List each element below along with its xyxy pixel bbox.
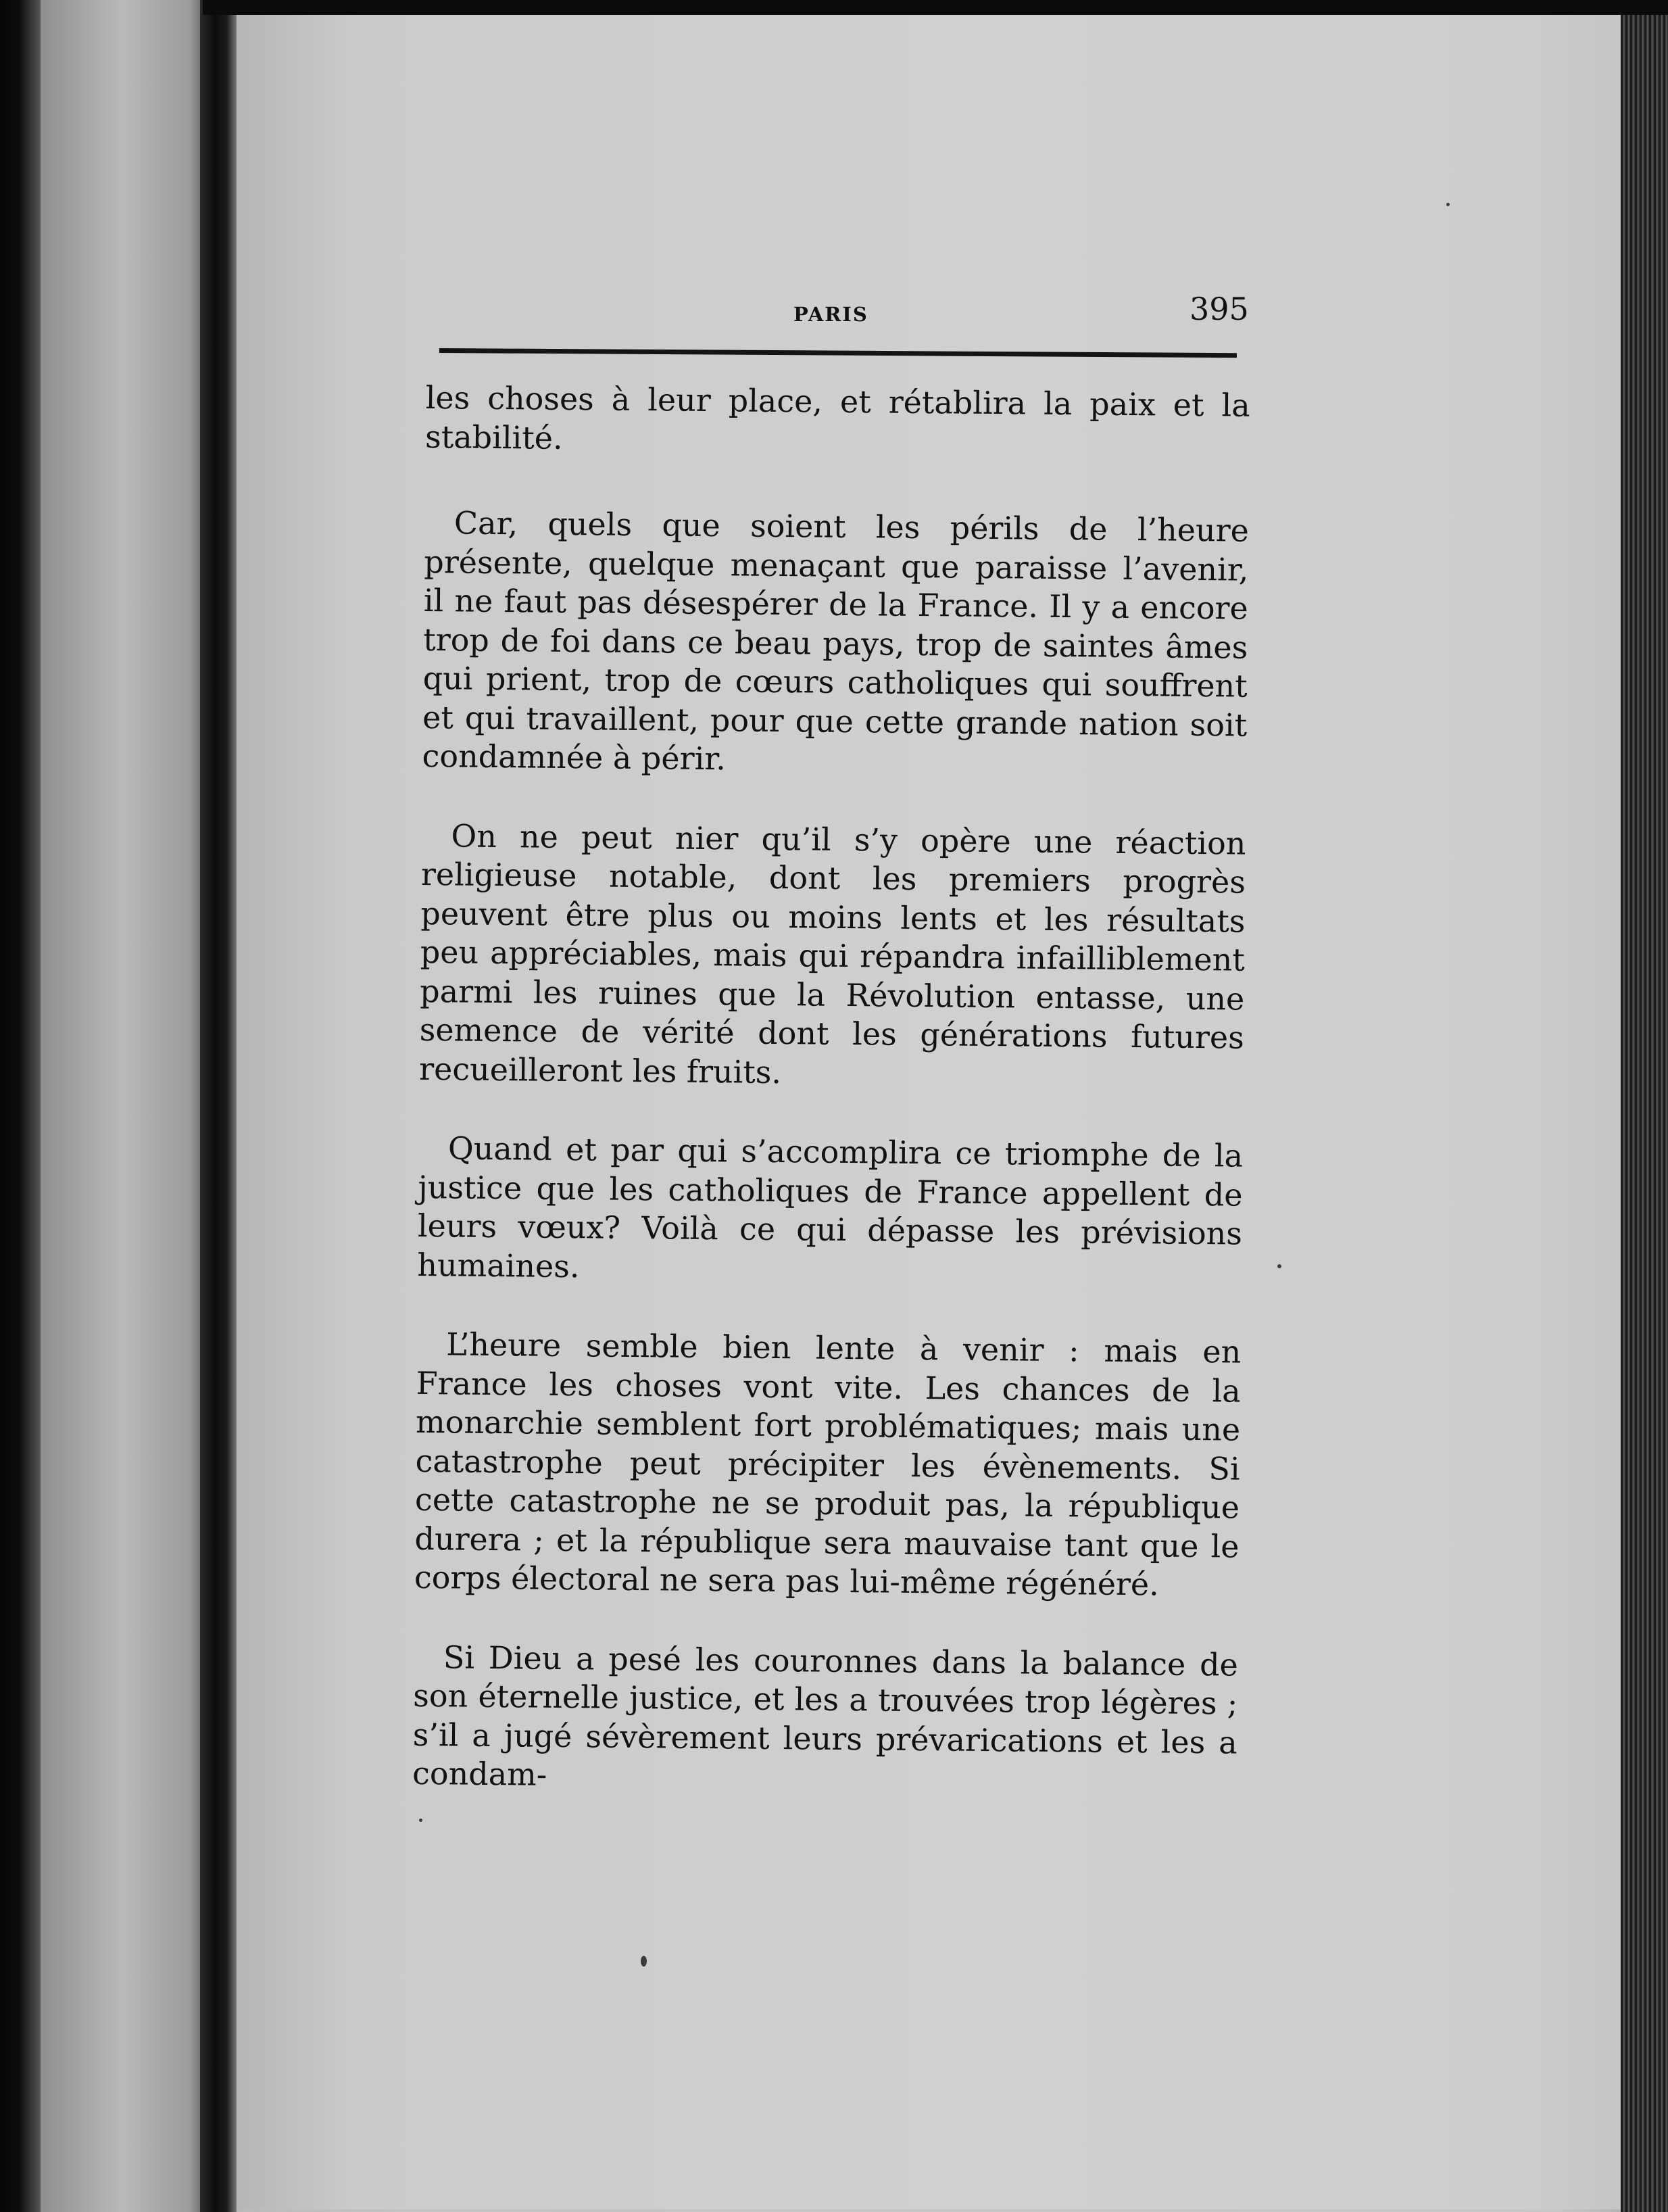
running-head (439, 289, 1250, 330)
book-gutter (200, 0, 237, 2212)
dust-speck (1446, 203, 1450, 206)
paragraph: Si Dieu a pesé les couronnes dans la balance de son éternelle justice, et les a trouvées trop légères ; s’il a jugé sévèrement leurs prévarications et les a condam- (412, 1638, 1239, 1793)
dust-speck (1277, 1264, 1281, 1268)
dust-speck (641, 1956, 647, 1967)
facing-page-edge (41, 0, 203, 2212)
paragraph: Car, quels que soient les périls de l’heure présente, quelque menaçant que paraisse l’avenir, il ne faut pas désespérer de la France. Il y a encore trop de foi dans ce beau pays, trop de saintes âmes qui prient, trop de cœurs catholiques qui souffrent et qui travaillent, pour que cette grande nation soit condamnée à périr. (422, 504, 1250, 777)
body-text (412, 379, 1250, 1842)
paragraph: Quand et par qui s’accomplira ce triomphe de la justice que les catholiques de France appellent de leurs vœux? Voilà ce qui dépasse les prévisions humaines. (417, 1130, 1244, 1284)
paragraph: les choses à leur place, et rétablira la paix et la stabilité. (424, 379, 1250, 456)
top-shadow (203, 0, 1668, 15)
paragraph: L’heure semble bien lente à venir : mais en France les choses vont vite. Les chances de la monarchie semblent fort problématiques; mais une catastrophe peut précipiter les évènements. Si cette catastrophe ne se produit pas, la république durera ; et la république sera mauvaise tant que le corps électoral ne sera pas lui-même régénéré. (414, 1326, 1242, 1603)
page-number: 395 (1189, 291, 1249, 327)
paragraph: On ne peut nier qu’il s’y opère une réaction religieuse notable, dont les premiers progrès peuvent être plus ou moins lents et les résultats peu appréciables, mais qui répandra infailliblement parmi les ruines que la Révolution entasse, une semence de vérité dont les générations futures recueilleront les fruits. (418, 817, 1246, 1090)
running-head-title: PARIS (793, 303, 868, 326)
page-stack-edge (1621, 0, 1668, 2212)
